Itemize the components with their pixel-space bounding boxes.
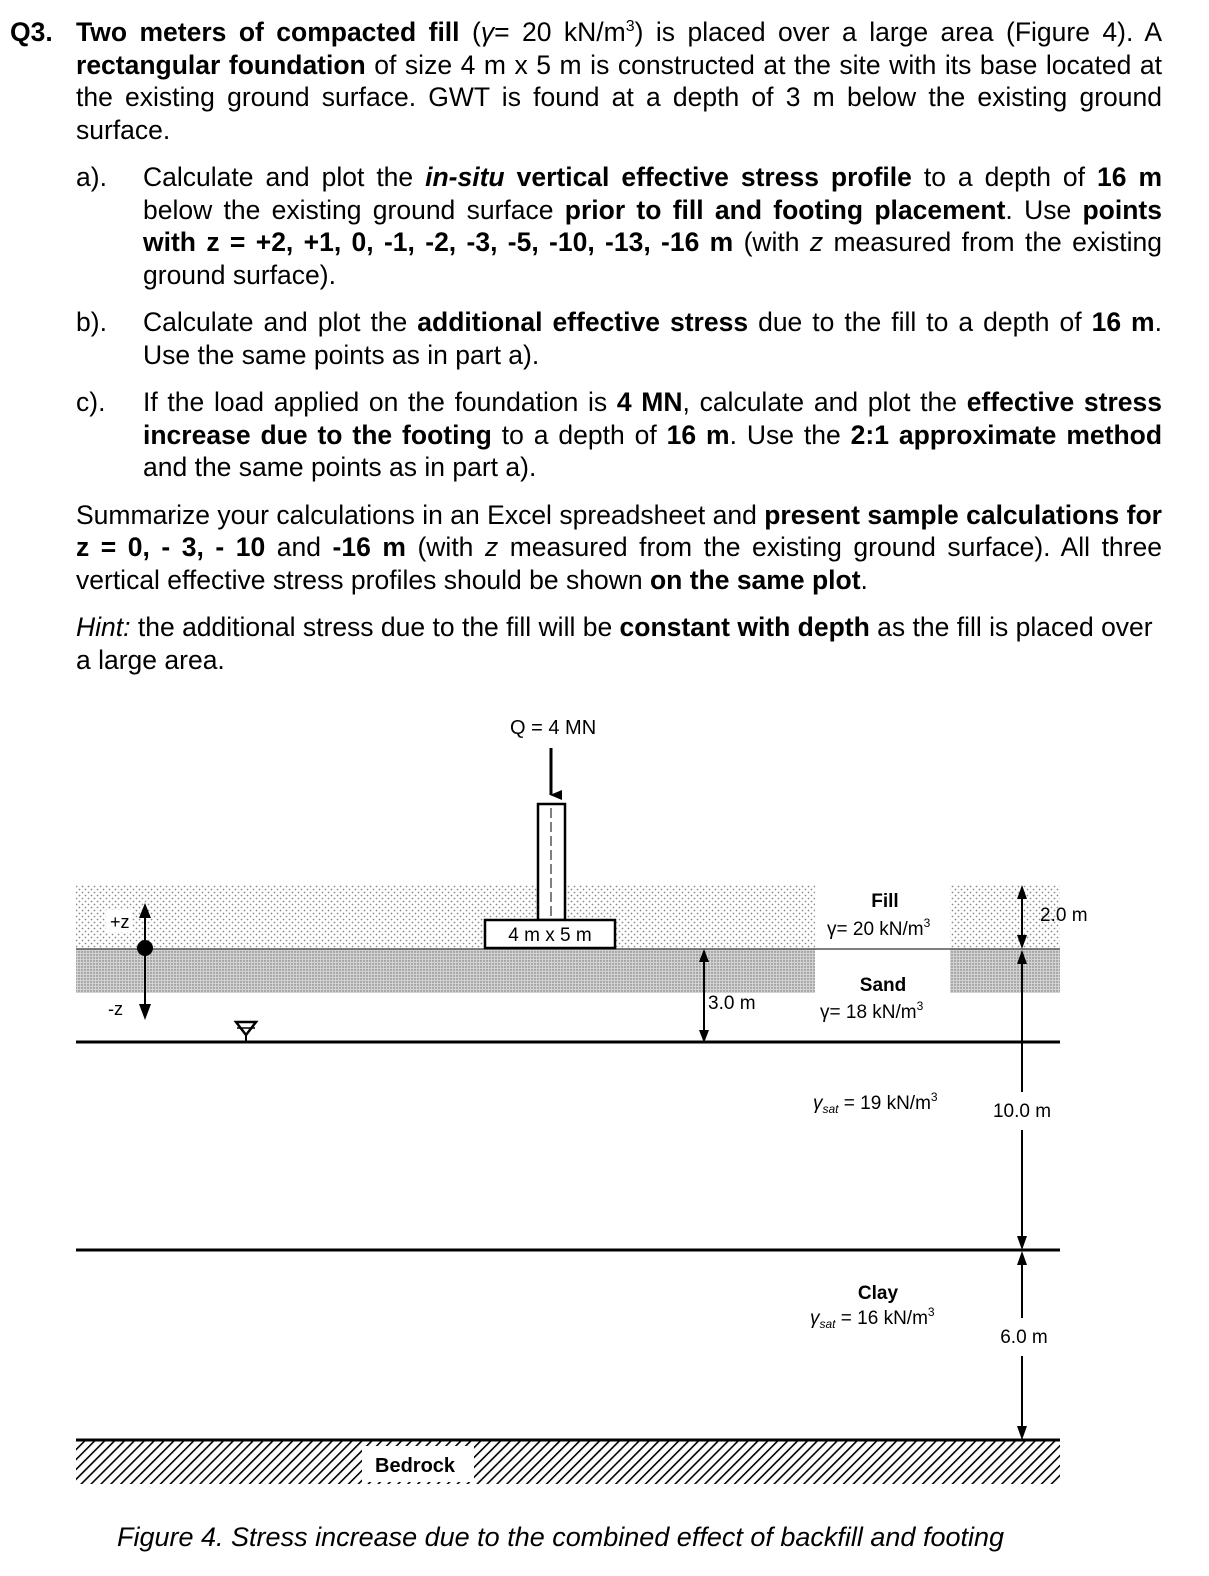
part-c-label: c). bbox=[76, 387, 106, 417]
soil-profile-figure bbox=[0, 700, 1209, 1520]
fill-name: Fill bbox=[871, 891, 899, 912]
sand-sat-unit-weight: $\gamma_{sat} = 19$ $kN/m^3$ bbox=[813, 1090, 938, 1116]
sand-unit-weight: γ= 18 $kN/m^3$ bbox=[820, 999, 924, 1023]
fill-unit-weight: γ= 20 $kN/m^3$ bbox=[827, 916, 931, 940]
sand-thickness-dimension bbox=[1017, 950, 1027, 1250]
question-number: Q3. bbox=[10, 17, 53, 47]
fill-thickness-label: 2.0 m bbox=[1040, 905, 1088, 926]
footing-column bbox=[538, 804, 565, 920]
clay-name: Clay bbox=[857, 1283, 899, 1304]
part-b: b). Calculate and plot the additional effective stress due to the fill to a depth of 16 m. Use the same points as in part a). bbox=[76, 307, 1162, 370]
z-origin-marker bbox=[137, 940, 153, 956]
summary-paragraph: Summarize your calculations in an Excel spreadsheet and present sample calculations for z = 0, - 3, - 10 and -16 m (with z measured from the existing ground surface). All three vertical effective stress profiles should be shown on the same plot. bbox=[76, 499, 1162, 595]
gwt-depth-label: 3.0 m bbox=[708, 993, 756, 1014]
bedrock-layer bbox=[76, 1440, 1060, 1484]
question-block bbox=[10, 16, 1162, 676]
clay-thickness-label: 6.0 m bbox=[1000, 1327, 1048, 1348]
part-c: c). If the load applied on the foundation is 4 MN, calculate and plot the effective stress increase due to the footing to a depth of 16 m. Use the 2:1 approximate method and the same points as in part a). bbox=[76, 387, 1163, 482]
figure-caption: Figure 4. Stress increase due to the combined effect of backfill and footing bbox=[117, 1522, 1005, 1552]
footing-label: 4 m x 5 m bbox=[508, 925, 592, 946]
sand-name: Sand bbox=[859, 975, 907, 996]
axis-plus-z-label: +z bbox=[110, 912, 130, 932]
part-a-label: a). bbox=[76, 162, 107, 192]
load-label: Q = 4 MN bbox=[510, 717, 597, 739]
question-intro: Two meters of compacted fill (γ= 20 $kN/m^3$) is placed over a large area (Figure 4). A rectangular foundation of size 4 m x 5 m is constructed at the site with its base located at the existing ground surface. GWT is found at a depth of 3 m below the existing ground surface. bbox=[76, 17, 1162, 145]
bedrock-label: Bedrock bbox=[375, 1455, 456, 1477]
hint-paragraph: Hint: the additional stress due to the fill will be constant with depth as the fill is placed over a large area. bbox=[76, 612, 1153, 675]
water-table-icon bbox=[236, 1022, 256, 1042]
part-b-label: b). bbox=[76, 307, 107, 337]
part-a: a). Calculate and plot the in-situ vertical effective stress profile to a depth of 16 m below the existing ground surface prior to fill and footing placement. Use points with z = +2, +1, 0, -1, -2, -3, -5, -10, -13, -16 m (with z measured from the existing ground surface). bbox=[76, 162, 1163, 290]
clay-sat-unit-weight: $\gamma_{sat} = 16$ $kN/m^3$ bbox=[810, 1305, 935, 1331]
sand-thickness-label: 10.0 m bbox=[992, 1101, 1052, 1122]
axis-minus-z-label: -z bbox=[108, 999, 123, 1019]
